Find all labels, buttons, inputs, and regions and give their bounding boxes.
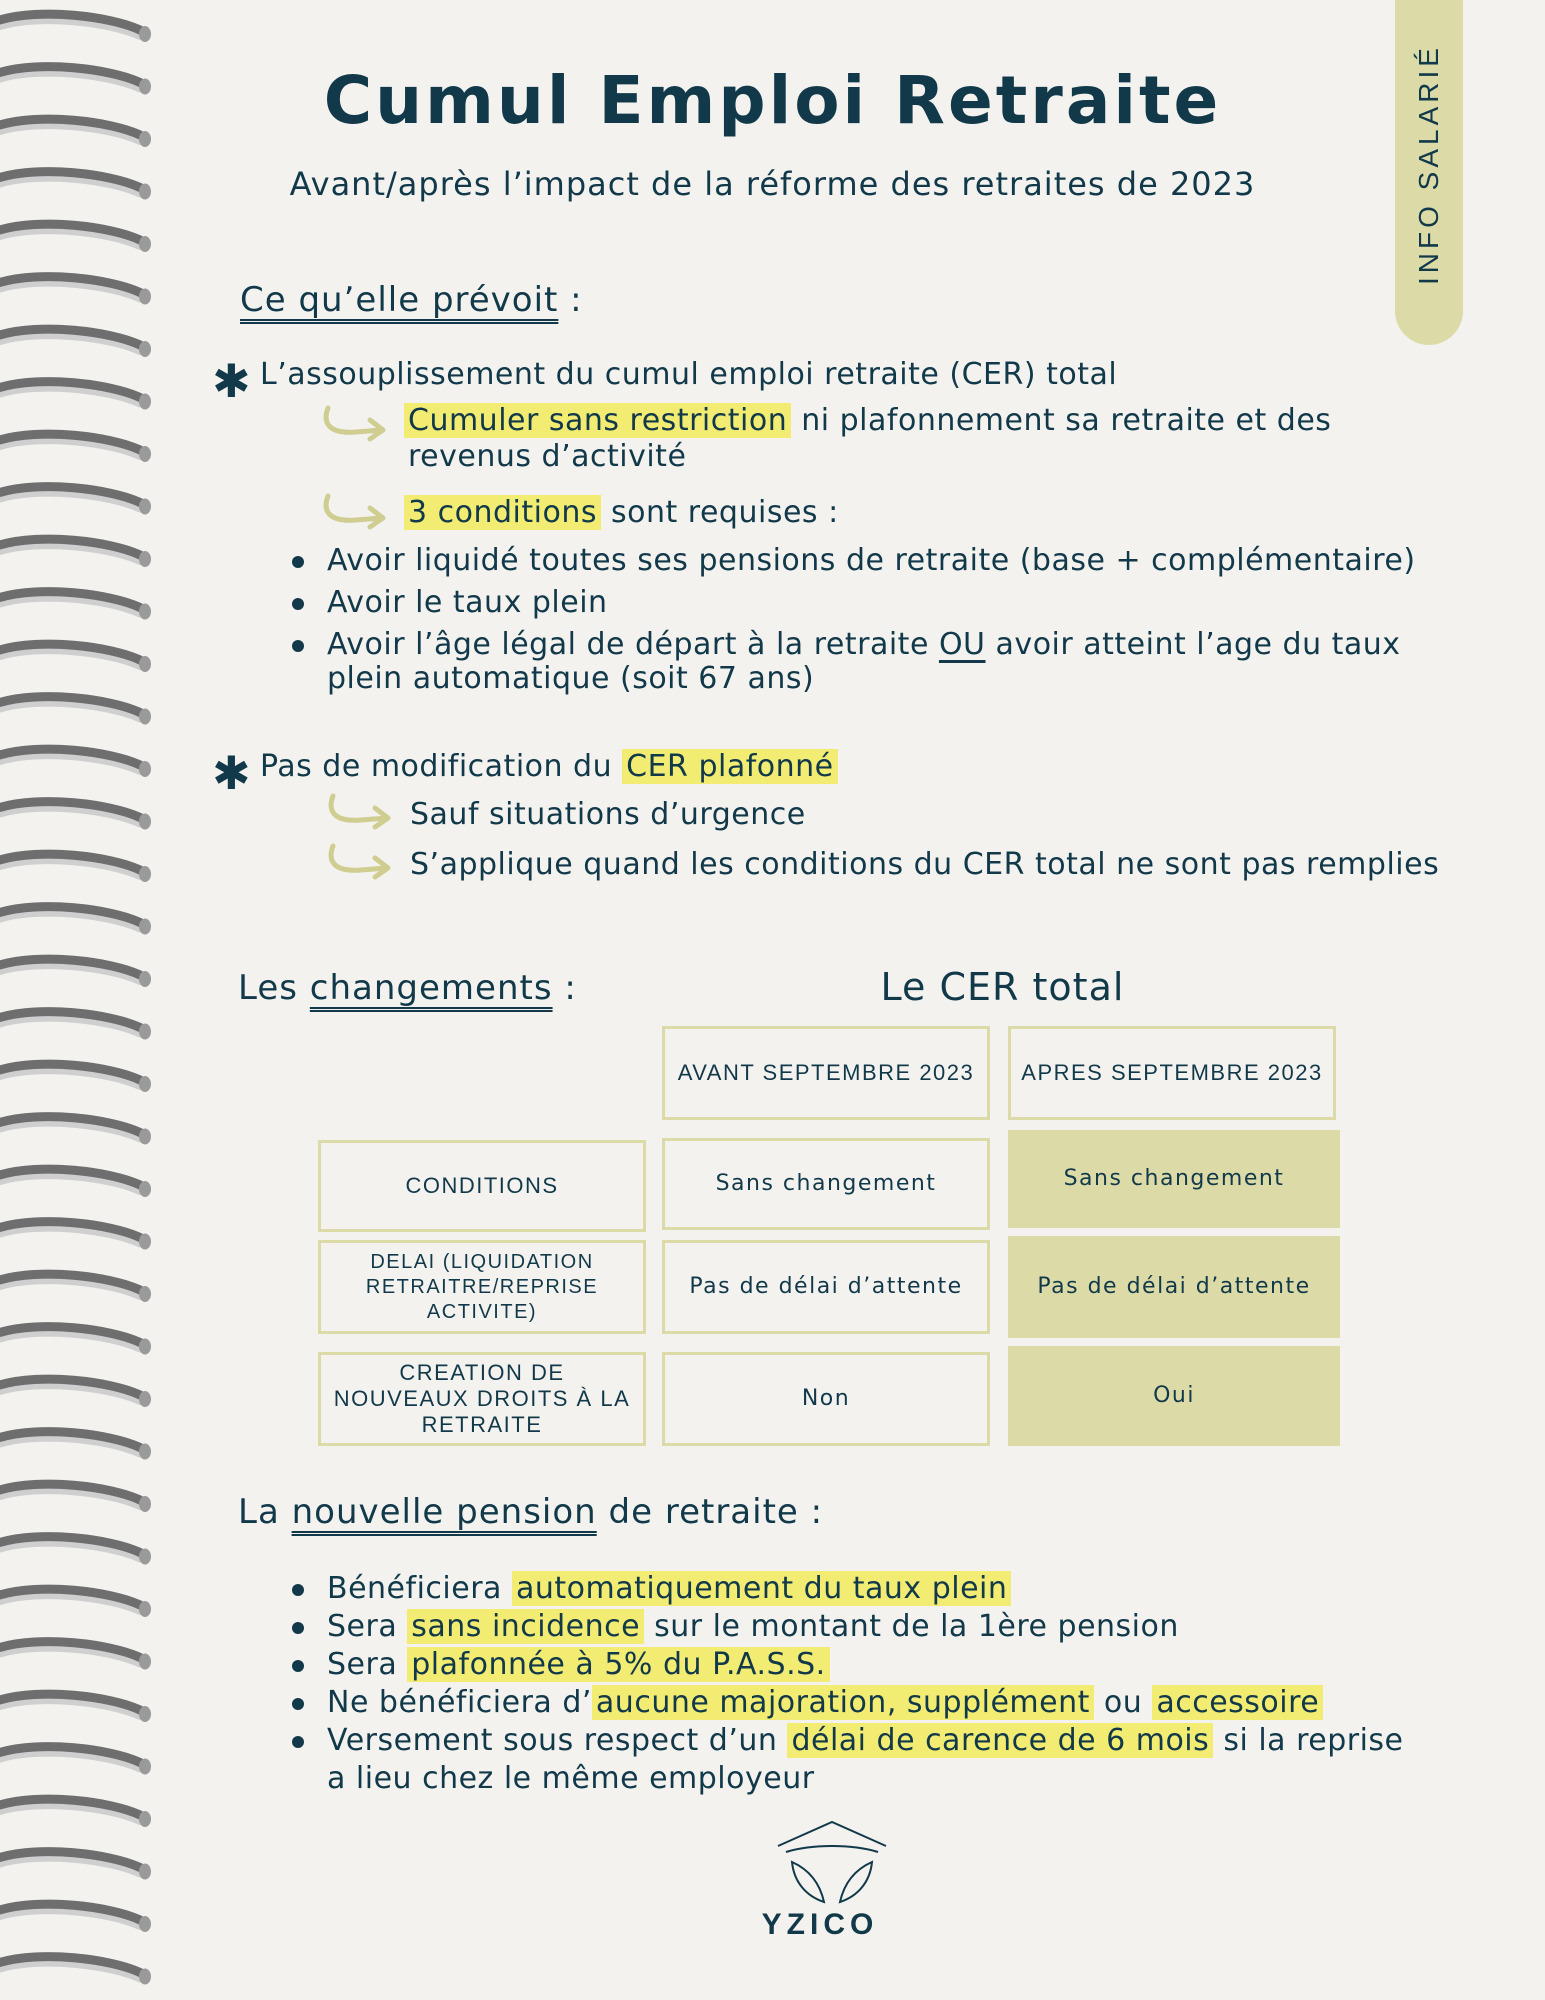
spiral-coil	[0, 1379, 151, 1407]
cell-droits-avant: Non	[662, 1352, 990, 1446]
table-title: Le CER total	[880, 965, 1125, 1009]
point1-sub1-line2: revenus d’activité	[408, 439, 687, 474]
spiral-coil	[0, 1642, 151, 1670]
pension-item: Versement sous respect d’un délai de carence de 6 mois si la reprise	[327, 1723, 1404, 1758]
spiral-coil	[0, 749, 151, 777]
spiral-coil	[0, 1012, 151, 1040]
spiral-coil	[0, 382, 151, 410]
spiral-coil	[0, 1537, 151, 1565]
spiral-coil	[0, 434, 151, 462]
yzico-logo-icon	[772, 1818, 892, 1908]
side-tab-label: INFO SALARIÉ	[1413, 44, 1444, 286]
bullet-dot	[292, 1698, 304, 1710]
section-heading-prevoit: Ce qu’elle prévoit :	[240, 280, 583, 320]
column-header-avant: AVANT SEPTEMBRE 2023	[662, 1026, 990, 1120]
spiral-coil	[0, 959, 151, 987]
spiral-coil	[0, 854, 151, 882]
spiral-coil	[0, 644, 151, 672]
curved-arrow-icon	[320, 404, 390, 444]
bullet-dot	[292, 640, 304, 652]
spiral-coil	[0, 802, 151, 830]
section-heading-pension: La nouvelle pension de retraite :	[238, 1492, 824, 1532]
condition-item: Avoir l’âge légal de départ à la retraite OU avoir atteint l’age du taux	[327, 627, 1401, 662]
spiral-coil	[0, 907, 151, 935]
pension-item: Bénéficiera automatiquement du taux plein	[327, 1572, 1011, 1606]
cell-delai-avant: Pas de délai d’attente	[662, 1240, 990, 1334]
spiral-coil	[0, 1274, 151, 1302]
point2-text: Pas de modification du CER plafonné	[260, 750, 838, 784]
spiral-coil	[0, 329, 151, 357]
asterisk-icon: ✱	[212, 354, 251, 408]
spiral-coil	[0, 592, 151, 620]
spiral-coil	[0, 697, 151, 725]
logo-wordmark: YZICO	[761, 1908, 879, 1941]
condition-item: Avoir liquidé toutes ses pensions de retraite (base + complémentaire)	[327, 543, 1416, 578]
curved-arrow-icon	[320, 492, 390, 532]
spiral-coil	[0, 224, 151, 252]
bullet-dot	[292, 1660, 304, 1672]
condition-item: Avoir le taux plein	[327, 585, 608, 620]
bullet-dot	[292, 1622, 304, 1634]
spiral-coil	[0, 1432, 151, 1460]
spiral-coil	[0, 277, 151, 305]
bullet-dot	[292, 1584, 304, 1596]
spiral-coil	[0, 1799, 151, 1827]
spiral-coil	[0, 1169, 151, 1197]
section-heading-changements: Les changements :	[238, 968, 577, 1008]
cell-conditions-avant: Sans changement	[662, 1138, 990, 1230]
spiral-coil	[0, 14, 151, 42]
curved-arrow-icon	[325, 842, 395, 882]
bullet-dot	[292, 1736, 304, 1748]
spiral-coil	[0, 1694, 151, 1722]
row-label-conditions: CONDITIONS	[318, 1140, 646, 1232]
point1-text: L’assouplissement du cumul emploi retraite (CER) total	[260, 357, 1118, 392]
curved-arrow-icon	[325, 792, 395, 832]
asterisk-icon: ✱	[212, 746, 251, 800]
spiral-coil	[0, 1852, 151, 1880]
page-title: Cumul Emploi Retraite	[323, 62, 1222, 139]
pension-item: Sera sans incidence sur le montant de la 1ère pension	[327, 1609, 1179, 1644]
spiral-coil	[0, 1904, 151, 1932]
pension-item: Sera plafonnée à 5% du P.A.S.S.	[327, 1648, 830, 1682]
pension-item: Ne bénéficiera d’ aucune majoration, supplément ou accessoire	[327, 1686, 1323, 1720]
spiral-coil	[0, 1327, 151, 1355]
point2-sub1: Sauf situations d’urgence	[410, 797, 806, 832]
bullet-dot	[292, 598, 304, 610]
row-label-droits: CREATION DE NOUVEAUX DROITS À LA RETRAITE	[318, 1352, 646, 1446]
cell-delai-apres: Pas de délai d’attente	[1008, 1236, 1340, 1338]
spiral-binding	[0, 0, 160, 2000]
row-label-delai: DELAI (LIQUIDATION RETRAITRE/REPRISE ACTIVITE)	[318, 1240, 646, 1334]
spiral-coil	[0, 1747, 151, 1775]
spiral-coil	[0, 487, 151, 515]
spiral-coil	[0, 1117, 151, 1145]
spiral-coil	[0, 1222, 151, 1250]
spiral-coil	[0, 1064, 151, 1092]
point1-sub2: 3 conditions sont requises :	[404, 496, 839, 530]
cell-droits-apres: Oui	[1008, 1346, 1340, 1446]
spiral-coil	[0, 1957, 151, 1985]
pension-item-line2: a lieu chez le même employeur	[327, 1761, 815, 1796]
spiral-coil	[0, 1589, 151, 1617]
column-header-apres: APRES SEPTEMBRE 2023	[1008, 1026, 1336, 1120]
condition-item-line2: plein automatique (soit 67 ans)	[327, 661, 815, 696]
spiral-coil	[0, 539, 151, 567]
spiral-coil	[0, 1484, 151, 1512]
point1-sub1: Cumuler sans restriction ni plafonnement sa retraite et des	[404, 404, 1331, 438]
cell-conditions-apres: Sans changement	[1008, 1130, 1340, 1228]
page-subtitle: Avant/après l’impact de la réforme des retraites de 2023	[289, 165, 1256, 203]
point2-sub2: S’applique quand les conditions du CER total ne sont pas remplies	[410, 847, 1440, 882]
bullet-dot	[292, 556, 304, 568]
